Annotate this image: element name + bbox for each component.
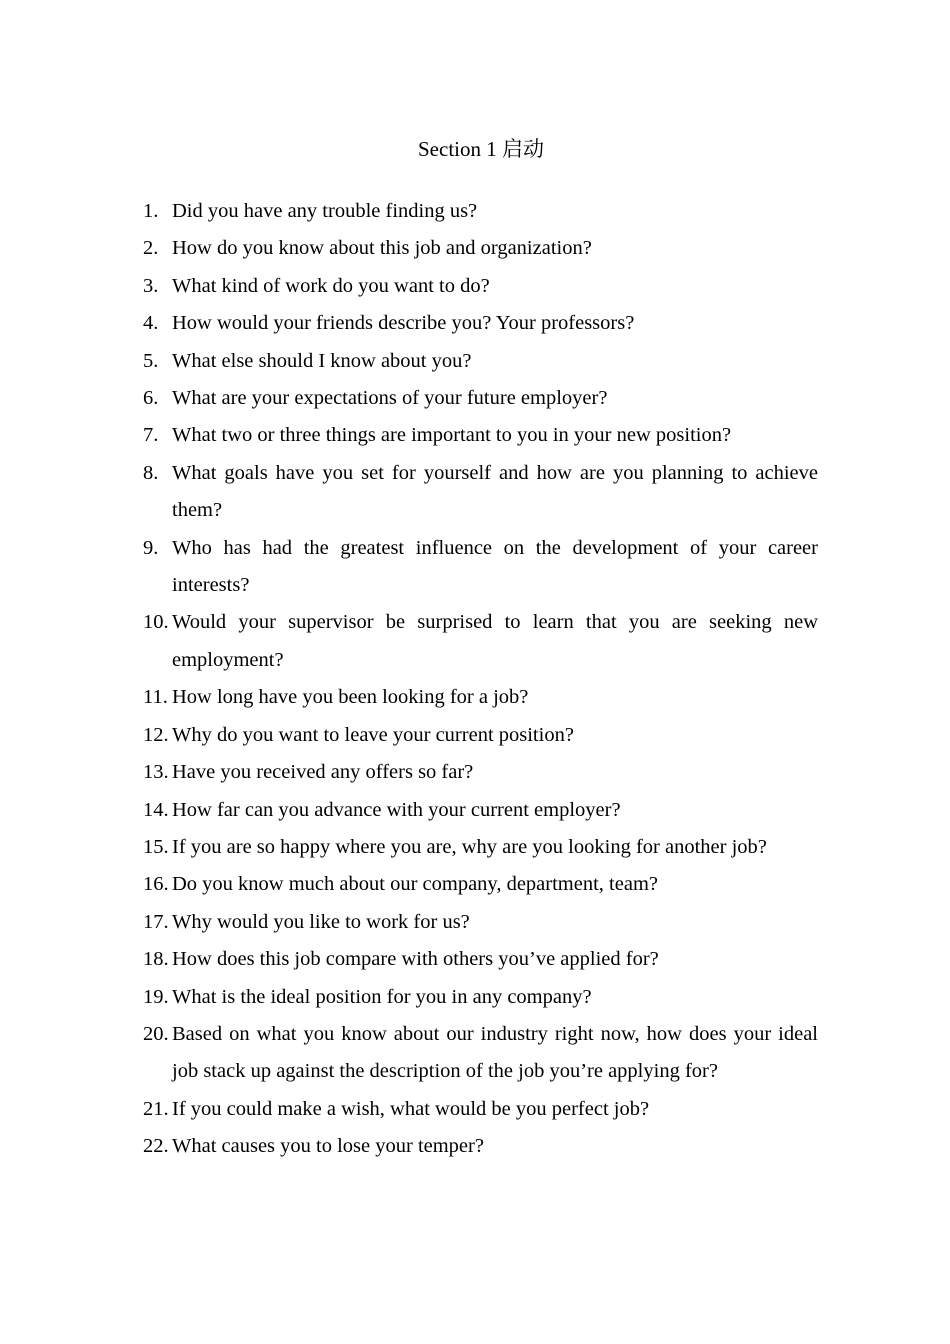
list-item-number: 4. bbox=[143, 312, 159, 335]
list-item bbox=[143, 829, 818, 866]
list-item-number: 17. bbox=[143, 910, 169, 933]
list-item bbox=[143, 941, 818, 978]
list-item-number: 8. bbox=[143, 461, 159, 484]
list-item-text: How does this job compare with others you’ve applied for? bbox=[172, 948, 659, 971]
list-item bbox=[143, 305, 818, 342]
list-item-text: What is the ideal position for you in any company? bbox=[172, 985, 592, 1008]
list-item-text: Based on what you know about our industry right now, how does your ideal job stack up against the description of the job you’re applying for? bbox=[172, 1022, 818, 1083]
list-item-number: 10. bbox=[143, 611, 169, 634]
list-item bbox=[143, 717, 818, 754]
list-item-number: 13. bbox=[143, 761, 169, 784]
list-item-number: 14. bbox=[143, 798, 169, 821]
list-item-text: Have you received any offers so far? bbox=[172, 761, 474, 784]
list-item-text: What kind of work do you want to do? bbox=[172, 274, 490, 297]
list-item bbox=[143, 904, 818, 941]
list-item-text: Would your supervisor be surprised to learn that you are seeking new employment? bbox=[172, 611, 818, 671]
list-item bbox=[143, 604, 818, 679]
list-item-number: 11. bbox=[143, 686, 168, 709]
question-list bbox=[143, 193, 818, 1166]
list-item bbox=[143, 343, 818, 380]
list-item-text: Did you have any trouble finding us? bbox=[172, 200, 478, 222]
list-item-text: What else should I know about you? bbox=[172, 349, 472, 372]
list-item-number: 6. bbox=[143, 387, 159, 410]
list-item bbox=[143, 1128, 818, 1165]
list-item-number: 12. bbox=[143, 723, 169, 746]
list-item-number: 3. bbox=[143, 274, 159, 297]
list-item bbox=[143, 866, 818, 903]
list-item-number: 19. bbox=[143, 985, 169, 1008]
list-item-text: How do you know about this job and organization? bbox=[172, 237, 592, 260]
list-item bbox=[143, 417, 818, 454]
list-item-number: 7. bbox=[143, 424, 159, 447]
list-item-number: 1. bbox=[143, 200, 159, 222]
list-item bbox=[143, 193, 818, 230]
list-item-text: Why would you like to work for us? bbox=[172, 910, 470, 933]
list-item-number: 21. bbox=[143, 1097, 169, 1120]
list-item-number: 5. bbox=[143, 349, 159, 372]
list-item-number: 9. bbox=[143, 536, 159, 559]
list-item bbox=[143, 792, 818, 829]
list-item bbox=[143, 230, 818, 267]
list-item bbox=[143, 268, 818, 305]
list-item-text: How long have you been looking for a job? bbox=[172, 686, 529, 709]
list-item bbox=[143, 679, 818, 716]
list-item bbox=[143, 979, 818, 1016]
list-item bbox=[143, 530, 818, 605]
section-title: Section 1 启动 bbox=[418, 137, 544, 161]
list-item-number: 22. bbox=[143, 1135, 169, 1158]
list-item-number: 2. bbox=[143, 237, 159, 260]
list-item-text: If you could make a wish, what would be you perfect job? bbox=[172, 1097, 650, 1120]
list-item bbox=[143, 754, 818, 791]
list-item bbox=[143, 455, 818, 530]
list-item-number: 18. bbox=[143, 948, 169, 971]
list-item-text: What two or three things are important to you in your new position? bbox=[172, 424, 732, 447]
list-item-number: 15. bbox=[143, 835, 169, 858]
list-item-text: Do you know much about our company, department, team? bbox=[172, 873, 658, 896]
list-item bbox=[143, 1016, 818, 1091]
list-item-text: How would your friends describe you? Your professors? bbox=[172, 312, 635, 335]
list-item-text: If you are so happy where you are, why are you looking for another job? bbox=[172, 835, 767, 858]
list-item-text: What are your expectations of your future employer? bbox=[172, 387, 608, 410]
list-item-text: Who has had the greatest influence on the development of your career interests? bbox=[172, 536, 818, 597]
list-item bbox=[143, 380, 818, 417]
list-item-text: Why do you want to leave your current position? bbox=[172, 723, 574, 746]
list-item bbox=[143, 1091, 818, 1128]
list-item-text: What goals have you set for yourself and how are you planning to achieve them? bbox=[172, 461, 818, 522]
list-item-text: How far can you advance with your current employer? bbox=[172, 798, 621, 821]
list-item-number: 16. bbox=[143, 873, 169, 896]
list-item-text: What causes you to lose your temper? bbox=[172, 1135, 484, 1158]
list-item-number: 20. bbox=[143, 1022, 169, 1045]
